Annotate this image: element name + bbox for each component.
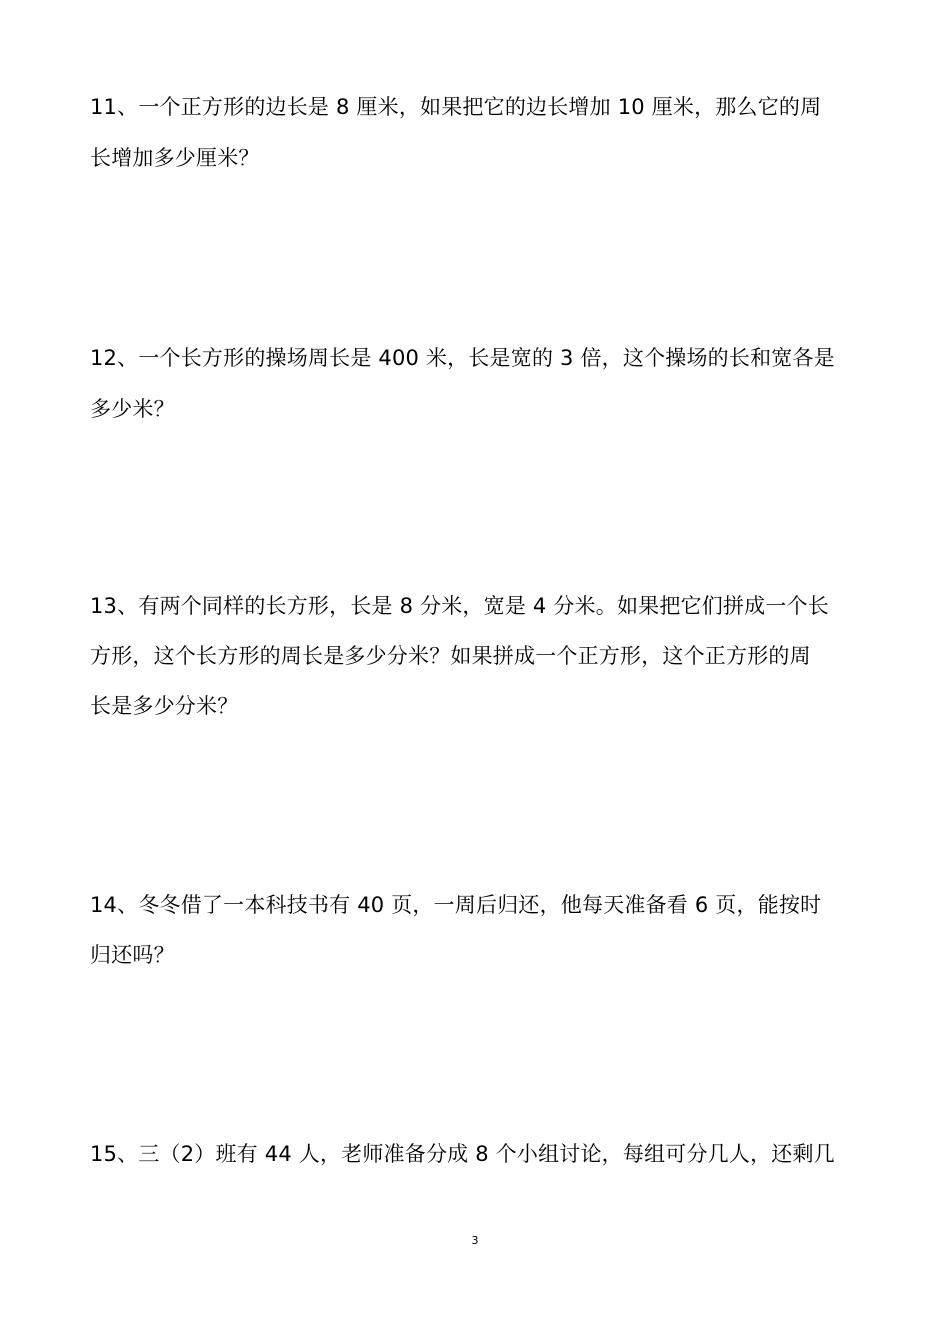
question-text-line: 方形，这个长方形的周长是多少分米？如果拼成一个正方形，这个正方形的周 [90,644,811,668]
question-text-line: 长是多少分米？ [90,694,239,718]
question-text-line: 多少米？ [90,397,175,421]
question-text-line: 12、一个长方形的操场周长是 400 米，长是宽的 3 倍，这个操场的长和宽各是 [90,346,835,370]
question-text-line: 13、有两个同样的长方形，长是 8 分米，宽是 4 分米。如果把它们拼成一个长 [90,594,829,618]
page-number: 3 [471,1234,479,1247]
question-text-line: 归还吗？ [90,943,175,967]
question-text-line: 15、三（2）班有 44 人，老师准备分成 8 个小组讨论，每组可分几人，还剩几 [90,1142,835,1166]
question-text-line: 长增加多少厘米？ [90,146,260,170]
question-text-line: 14、冬冬借了一本科技书有 40 页，一周后归还，他每天准备看 6 页，能按时 [90,893,822,917]
question-text-line: 11、一个正方形的边长是 8 厘米，如果把它的边长增加 10 厘米，那么它的周 [90,95,822,119]
